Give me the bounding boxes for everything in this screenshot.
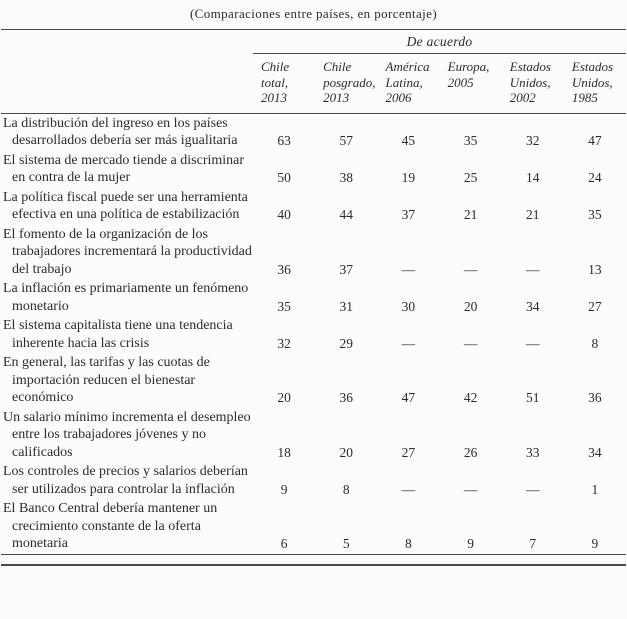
table-row bbox=[1, 499, 626, 554]
header-spacer-cell bbox=[1, 54, 253, 113]
table-row bbox=[1, 462, 626, 499]
value-cell: 34 bbox=[525, 298, 540, 314]
value-cell: 21 bbox=[463, 207, 478, 222]
value-cell: 37 bbox=[339, 261, 353, 277]
column-header-row bbox=[1, 54, 626, 114]
value-cell: 31 bbox=[339, 298, 353, 314]
statement-cell: Los controles de precios y salarios deberían ser utilizados para controlar la inflación bbox=[3, 464, 248, 497]
value-cell: 33 bbox=[525, 444, 540, 460]
statement-cell: En general, las tarifas y las cuotas de importación reducen el bienestar económico bbox=[3, 355, 210, 405]
value-cell: 19 bbox=[401, 170, 416, 185]
column-header: Chile posgrado, 2013 bbox=[323, 59, 376, 105]
value-cell: 18 bbox=[277, 444, 291, 460]
table-row bbox=[1, 225, 626, 280]
value-cell: 35 bbox=[463, 133, 478, 148]
column-header: Chile total, 2013 bbox=[261, 59, 290, 105]
column-header: Europa, 2005 bbox=[447, 59, 490, 90]
value-cell: 26 bbox=[463, 444, 478, 460]
value-cell: 27 bbox=[401, 444, 416, 460]
value-cell: 36 bbox=[277, 261, 291, 277]
value-cell: 24 bbox=[588, 170, 602, 185]
table-row bbox=[1, 114, 626, 151]
value-cell: 47 bbox=[401, 390, 416, 405]
table-body bbox=[1, 114, 626, 555]
value-cell: 34 bbox=[588, 444, 602, 460]
table-row bbox=[1, 151, 626, 188]
value-cell: 9 bbox=[280, 481, 288, 497]
value-cell: 51 bbox=[525, 390, 540, 405]
statement-cell: El sistema capitalista tiene una tendencia inherente hacia las crisis bbox=[3, 318, 233, 351]
value-cell: — bbox=[525, 481, 540, 497]
value-cell: 32 bbox=[525, 133, 540, 148]
value-cell: 27 bbox=[588, 298, 602, 314]
value-cell: 30 bbox=[401, 298, 416, 314]
value-cell: 9 bbox=[591, 536, 599, 551]
value-cell: 8 bbox=[591, 335, 599, 351]
value-cell: 42 bbox=[463, 390, 478, 405]
value-cell: 37 bbox=[401, 207, 416, 222]
column-header: Estados Unidos, 1985 bbox=[571, 59, 614, 105]
group-header-de-acuerdo: De acuerdo bbox=[253, 30, 626, 54]
value-cell: 25 bbox=[463, 170, 478, 185]
statement-cell: El sistema de mercado tiende a discriminar en contra de la mujer bbox=[3, 152, 245, 185]
value-cell: 47 bbox=[588, 133, 602, 148]
value-cell: 8 bbox=[342, 481, 350, 497]
value-cell: 63 bbox=[277, 133, 291, 148]
value-cell: 45 bbox=[401, 133, 416, 148]
value-cell: 35 bbox=[588, 207, 602, 222]
value-cell: — bbox=[463, 481, 478, 497]
value-cell: 50 bbox=[277, 170, 291, 185]
value-cell: 9 bbox=[467, 536, 474, 551]
value-cell: 20 bbox=[339, 444, 353, 460]
value-cell: 40 bbox=[277, 207, 291, 222]
table-row bbox=[1, 316, 626, 353]
value-cell: 21 bbox=[525, 207, 540, 222]
comparison-table bbox=[1, 29, 626, 566]
table-caption: (Comparaciones entre países, en porcentaje) bbox=[189, 6, 438, 21]
value-cell: 20 bbox=[277, 390, 291, 405]
statement-cell: La política fiscal puede ser una herramienta efectiva en una política de estabilización bbox=[3, 189, 248, 222]
value-cell: 29 bbox=[339, 335, 353, 351]
value-cell: 32 bbox=[277, 335, 291, 351]
value-cell: 20 bbox=[463, 298, 478, 314]
statement-cell: La distribución del ingreso en los países desarrollados debería ser más igualitaria bbox=[3, 115, 238, 148]
value-cell: 7 bbox=[529, 536, 537, 551]
value-cell: 44 bbox=[339, 207, 353, 222]
value-cell: — bbox=[463, 261, 478, 277]
table-row bbox=[1, 353, 626, 408]
value-cell: 36 bbox=[588, 390, 602, 405]
value-cell: — bbox=[525, 261, 540, 277]
value-cell: 38 bbox=[339, 170, 353, 185]
statement-cell: La inflación es primariamente un fenómeno monetario bbox=[3, 281, 249, 314]
value-cell: 13 bbox=[588, 261, 602, 277]
value-cell: 14 bbox=[525, 170, 540, 185]
statement-cell: El fomento de la organización de los trabajadores incrementará la productividad del trabajo bbox=[3, 226, 252, 277]
value-cell: — bbox=[401, 481, 416, 497]
value-cell: 57 bbox=[339, 133, 353, 148]
value-cell: — bbox=[401, 335, 416, 351]
value-cell: 8 bbox=[405, 536, 412, 551]
bottom-rule bbox=[1, 564, 626, 566]
column-header: América Latina, 2006 bbox=[385, 59, 430, 105]
value-cell: 6 bbox=[280, 536, 288, 551]
table-row bbox=[1, 279, 626, 316]
table-row bbox=[1, 188, 626, 225]
statement-cell: El Banco Central debería mantener un crecimiento constante de la oferta monetaria bbox=[3, 501, 218, 551]
column-header: Estados Unidos, 2002 bbox=[509, 59, 551, 105]
value-cell: 1 bbox=[591, 481, 599, 497]
value-cell: 35 bbox=[277, 298, 291, 314]
table-row bbox=[1, 408, 626, 463]
value-cell: 36 bbox=[339, 390, 353, 405]
value-cell: 5 bbox=[342, 536, 350, 551]
value-cell: — bbox=[525, 335, 540, 351]
value-cell: — bbox=[401, 261, 416, 277]
value-cell: — bbox=[463, 335, 478, 351]
statement-cell: Un salario mínimo incrementa el desempleo entre los trabajadores jóvenes y no calificados bbox=[3, 409, 251, 460]
